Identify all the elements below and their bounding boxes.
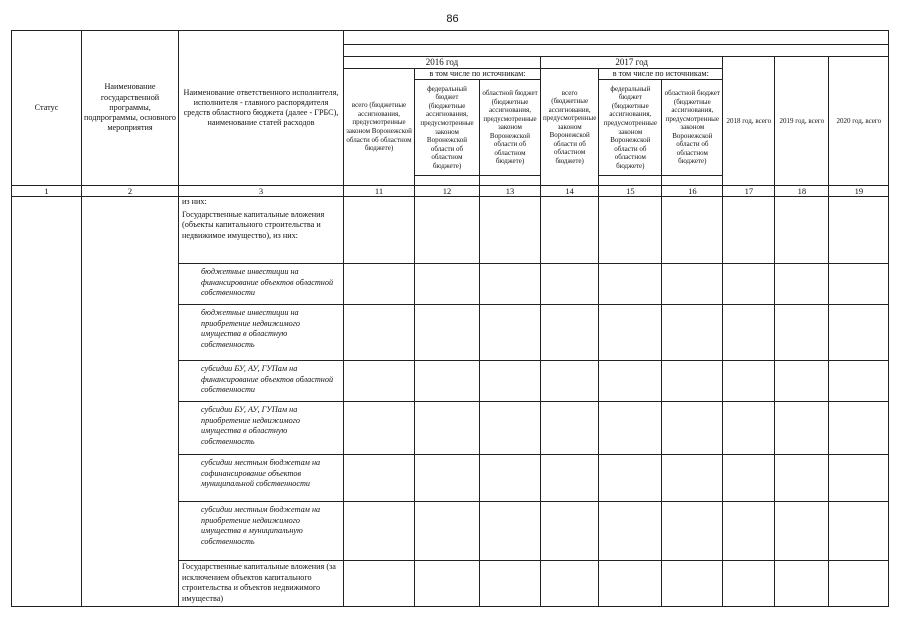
value-cell <box>415 305 480 361</box>
header-2020: 2020 год, всего <box>829 57 889 186</box>
header-filler <box>599 176 662 186</box>
column-number: 3 <box>179 186 344 197</box>
value-cell <box>662 197 723 209</box>
value-cell <box>775 197 829 209</box>
value-cell <box>775 561 829 607</box>
value-cell <box>480 197 541 209</box>
value-cell <box>775 402 829 455</box>
value-cell <box>829 402 889 455</box>
value-cell <box>415 209 480 264</box>
value-cell <box>344 455 415 502</box>
value-cell <box>829 305 889 361</box>
value-cell <box>599 209 662 264</box>
header-status: Статус <box>12 31 82 186</box>
value-cell <box>541 561 599 607</box>
value-cell <box>829 561 889 607</box>
value-cell <box>480 305 541 361</box>
value-cell <box>344 305 415 361</box>
value-cell <box>541 455 599 502</box>
value-cell <box>775 305 829 361</box>
row-label: субсидии местным бюджетам на приобретение недвижимого имущества в муниципальную собственность <box>179 502 344 561</box>
value-cell <box>541 361 599 402</box>
row-label: субсидии местным бюджетам на софинансирование объектов муниципальной собственности <box>179 455 344 502</box>
header-federal-2016: федеральный бюджет (бюджетные ассигнования, предусмотренные законом Воронежской области об областном бюджете) <box>415 80 480 176</box>
value-cell <box>599 305 662 361</box>
row-label: из них: <box>179 197 344 209</box>
column-number: 18 <box>775 186 829 197</box>
value-cell <box>723 197 775 209</box>
value-cell <box>480 455 541 502</box>
value-cell <box>415 502 480 561</box>
header-top-band <box>344 31 889 45</box>
column-number: 19 <box>829 186 889 197</box>
value-cell <box>541 197 599 209</box>
value-cell <box>723 561 775 607</box>
header-federal-2017: федеральный бюджет (бюджетные ассигнования, предусмотренные законом Воронежской области об областном бюджете) <box>599 80 662 176</box>
value-cell <box>344 264 415 305</box>
column-number: 14 <box>541 186 599 197</box>
value-cell <box>415 264 480 305</box>
header-year-2017: 2017 год <box>541 57 723 69</box>
value-cell <box>344 561 415 607</box>
value-cell <box>480 561 541 607</box>
status-cell <box>12 197 82 607</box>
value-cell <box>599 361 662 402</box>
value-cell <box>480 361 541 402</box>
value-cell <box>344 502 415 561</box>
value-cell <box>775 455 829 502</box>
value-cell <box>599 455 662 502</box>
column-number: 11 <box>344 186 415 197</box>
header-including-2017: в том числе по источникам: <box>599 69 723 80</box>
value-cell <box>723 502 775 561</box>
row-label: бюджетные инвестиции на приобретение недвижимого имущества в областную собственность <box>179 305 344 361</box>
value-cell <box>480 264 541 305</box>
column-number: 1 <box>12 186 82 197</box>
value-cell <box>662 455 723 502</box>
value-cell <box>415 402 480 455</box>
page-number: 86 <box>446 13 459 25</box>
value-cell <box>599 402 662 455</box>
column-number: 17 <box>723 186 775 197</box>
value-cell <box>775 361 829 402</box>
value-cell <box>662 502 723 561</box>
column-number: 16 <box>662 186 723 197</box>
value-cell <box>541 305 599 361</box>
header-filler <box>662 176 723 186</box>
value-cell <box>723 361 775 402</box>
header-filler <box>415 176 480 186</box>
value-cell <box>599 561 662 607</box>
value-cell <box>415 455 480 502</box>
value-cell <box>829 209 889 264</box>
value-cell <box>599 502 662 561</box>
value-cell <box>775 209 829 264</box>
value-cell <box>723 209 775 264</box>
value-cell <box>662 305 723 361</box>
value-cell <box>775 264 829 305</box>
value-cell <box>775 502 829 561</box>
row-label: субсидии БУ, АУ, ГУПам на приобретение недвижимого имущества в областную собственность <box>179 402 344 455</box>
value-cell <box>415 361 480 402</box>
header-including-2016: в том числе по источникам: <box>415 69 541 80</box>
value-cell <box>662 361 723 402</box>
value-cell <box>662 402 723 455</box>
value-cell <box>415 561 480 607</box>
value-cell <box>415 197 480 209</box>
header-2018: 2018 год, всего <box>723 57 775 186</box>
program-cell <box>82 197 179 607</box>
header-filler <box>480 176 541 186</box>
value-cell <box>599 264 662 305</box>
header-program-name: Наименование государственной программы, подпрограммы, основного мероприятия <box>82 31 179 186</box>
column-number: 13 <box>480 186 541 197</box>
value-cell <box>829 455 889 502</box>
header-total-2016: всего (бюджетные ассигнования, предусмотренные законом Воронежской области об областном бюджете) <box>344 69 415 186</box>
value-cell <box>829 502 889 561</box>
header-year-2016: 2016 год <box>344 57 541 69</box>
budget-table <box>11 30 889 607</box>
header-regional-2017: областной бюджет (бюджетные ассигнования, предусмотренные законом Воронежской области об областном бюджете) <box>662 80 723 176</box>
value-cell <box>723 305 775 361</box>
column-number: 12 <box>415 186 480 197</box>
value-cell <box>599 197 662 209</box>
column-number: 2 <box>82 186 179 197</box>
header-regional-2016: областной бюджет (бюджетные ассигнования, предусмотренные законом Воронежской области об областном бюджете) <box>480 80 541 176</box>
value-cell <box>723 402 775 455</box>
value-cell <box>662 264 723 305</box>
row-label: Государственные капитальные вложения (за исключением объектов капитального строительства и объектов недвижимого имущества) <box>179 561 344 607</box>
value-cell <box>541 502 599 561</box>
row-label: Государственные капитальные вложения (объекты капитального строительства и недвижимое имущество), из них: <box>179 209 344 264</box>
value-cell <box>541 209 599 264</box>
value-cell <box>541 402 599 455</box>
value-cell <box>662 561 723 607</box>
value-cell <box>344 402 415 455</box>
column-number: 15 <box>599 186 662 197</box>
header-2019: 2019 год, всего <box>775 57 829 186</box>
value-cell <box>344 361 415 402</box>
header-total-2017: всего (бюджетные ассигнования, предусмотренные законом Воронежской области об областном бюджете) <box>541 69 599 186</box>
value-cell <box>344 209 415 264</box>
value-cell <box>480 402 541 455</box>
row-label: бюджетные инвестиции на финансирование объектов областной собственности <box>179 264 344 305</box>
value-cell <box>829 361 889 402</box>
value-cell <box>480 209 541 264</box>
value-cell <box>344 197 415 209</box>
value-cell <box>480 502 541 561</box>
value-cell <box>723 455 775 502</box>
value-cell <box>541 264 599 305</box>
header-second-band <box>344 45 889 57</box>
value-cell <box>829 197 889 209</box>
row-label: субсидии БУ, АУ, ГУПам на финансирование объектов областной собственности <box>179 361 344 402</box>
value-cell <box>723 264 775 305</box>
value-cell <box>829 264 889 305</box>
header-executor-name: Наименование ответственного исполнителя, исполнителя - главного распорядителя средств областного бюджета (далее - ГРБС), наименование статей расходов <box>179 31 344 186</box>
value-cell <box>662 209 723 264</box>
